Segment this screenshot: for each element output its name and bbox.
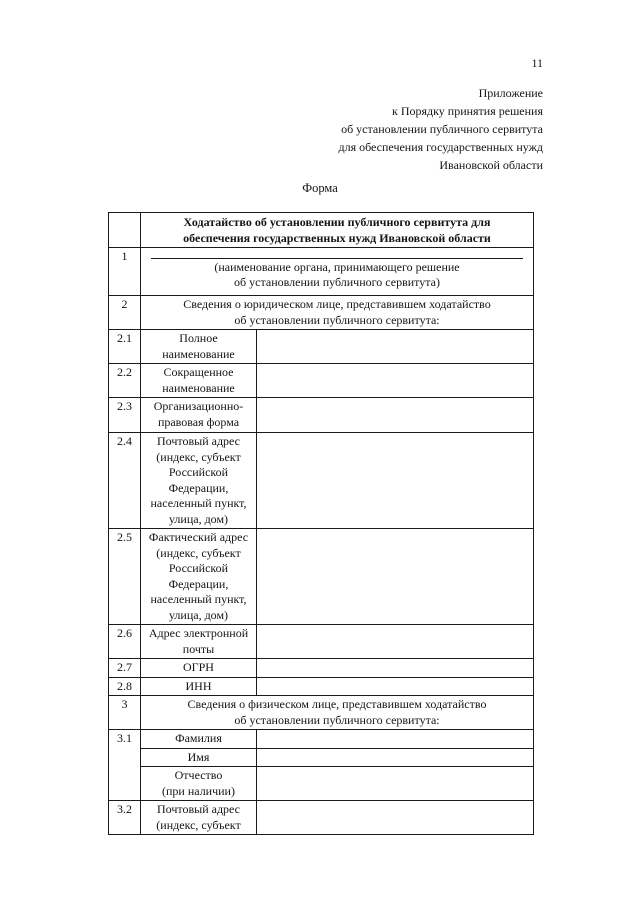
field-label-line: ОГРН: [183, 660, 214, 674]
field-label: [141, 677, 257, 696]
table-row: [109, 529, 534, 625]
field-label-line: населенный пункт,: [150, 592, 247, 606]
row-number: 2.7: [109, 659, 141, 678]
field-label-line: Имя: [187, 749, 210, 764]
authority-name-line[interactable]: [151, 249, 523, 259]
field-label: [141, 730, 257, 749]
field-label-line: Российской: [168, 465, 229, 479]
field-label-line: Адрес электронной: [148, 626, 249, 640]
header-num-cell: [109, 213, 141, 248]
petition-form-table: [108, 212, 534, 835]
table-row: [109, 398, 534, 433]
field-label-line: Федерации,: [168, 576, 229, 591]
short-name-field[interactable]: [257, 364, 534, 398]
table-header-row: [109, 213, 534, 248]
section-heading-line: Сведения о физическом лице, представившем ходатайство: [187, 697, 487, 711]
inn-field[interactable]: [257, 677, 534, 696]
actual-address-field[interactable]: [257, 529, 534, 625]
field-label-line: (индекс, субъект: [156, 545, 241, 560]
field-label: [141, 625, 257, 659]
field-label-line: наименование: [162, 380, 235, 395]
field-label-line: Федерации,: [168, 480, 229, 495]
row-number: 2.6: [109, 625, 141, 659]
field-label-line: Фамилия: [175, 731, 222, 745]
table-row: [109, 625, 534, 659]
table-row: [109, 748, 534, 767]
field-label-line: улица, дом): [168, 511, 229, 526]
surname-field[interactable]: [257, 730, 534, 749]
authority-name-field[interactable]: [141, 248, 534, 296]
field-label-line: правовая форма: [157, 414, 240, 429]
table-row: [109, 696, 534, 730]
field-label-line: (индекс, субъект: [156, 449, 241, 464]
field-label-line: Фактический адрес: [148, 530, 249, 544]
individual-postal-address-field[interactable]: [257, 801, 534, 835]
field-label-line: Организационно-: [153, 399, 244, 413]
row-number: 2.4: [109, 433, 141, 529]
field-label: [141, 748, 257, 767]
field-label: [141, 801, 257, 835]
appendix-line: об установлении публичного сервитута: [341, 122, 543, 136]
table-row: [109, 296, 534, 330]
row-number: 2: [109, 296, 141, 330]
table-row: [109, 433, 534, 529]
field-label-line: Отчество: [174, 768, 223, 782]
table-row: [109, 730, 534, 749]
full-name-field[interactable]: [257, 330, 534, 364]
email-field[interactable]: [257, 625, 534, 659]
form-title-line: Ходатайство об установлении публичного сервитута для: [183, 215, 491, 229]
form-title-line: обеспечения государственных нужд Ивановской области: [183, 231, 491, 245]
field-label-line: Полное: [179, 331, 218, 345]
field-label-line: Почтовый адрес: [156, 802, 240, 816]
patronymic-field[interactable]: [257, 767, 534, 801]
form-title: [141, 213, 534, 248]
field-caption: (наименование органа, принимающего решение: [214, 260, 460, 274]
postal-address-field[interactable]: [257, 433, 534, 529]
row-number: 3.2: [109, 801, 141, 835]
table-row: [109, 364, 534, 398]
row-number: 2.8: [109, 677, 141, 696]
table-row: [109, 767, 534, 801]
field-label: [141, 364, 257, 398]
field-label: [141, 767, 257, 801]
appendix-line: к Порядку принятия решения: [391, 104, 543, 118]
appendix-line: Приложение: [478, 86, 543, 100]
appendix-header: [183, 84, 543, 174]
page-number: 11: [531, 56, 543, 70]
row-number: 2.1: [109, 330, 141, 364]
row-number: 3: [109, 696, 141, 730]
table-row: [109, 659, 534, 678]
form-label: Форма: [302, 181, 338, 195]
field-label-line: населенный пункт,: [150, 496, 247, 510]
section-heading-line: об установлении публичного сервитута:: [234, 712, 440, 727]
table-row: [109, 330, 534, 364]
ogrn-field[interactable]: [257, 659, 534, 678]
field-label-line: наименование: [162, 346, 235, 361]
field-label-line: улица, дом): [168, 607, 229, 622]
section-heading-line: об установлении публичного сервитута:: [234, 312, 440, 327]
field-label-line: почты: [182, 641, 215, 656]
field-label-line: (индекс, субъект: [156, 817, 241, 832]
row-number: 3.1: [109, 730, 141, 801]
field-label: [141, 659, 257, 678]
table-row: [109, 801, 534, 835]
section-heading: [141, 296, 534, 330]
section-heading: [141, 696, 534, 730]
field-label-line: (при наличии): [162, 783, 235, 798]
field-label: [141, 330, 257, 364]
appendix-line: для обеспечения государственных нужд: [338, 140, 543, 154]
row-number: 2.2: [109, 364, 141, 398]
first-name-field[interactable]: [257, 748, 534, 767]
appendix-line: Ивановской области: [439, 158, 543, 172]
row-number: 1: [109, 248, 141, 296]
field-label-line: Сокращенное: [163, 365, 234, 379]
field-label-line: Почтовый адрес: [156, 434, 240, 448]
field-label-line: ИНН: [185, 678, 212, 693]
field-label: [141, 529, 257, 625]
field-caption: об установлении публичного сервитута): [234, 275, 440, 289]
field-label-line: Российской: [168, 561, 229, 575]
legal-form-field[interactable]: [257, 398, 534, 433]
table-row: [109, 248, 534, 296]
field-label: [141, 433, 257, 529]
field-label: [141, 398, 257, 433]
table-row: [109, 677, 534, 696]
row-number: 2.3: [109, 398, 141, 433]
section-heading-line: Сведения о юридическом лице, представившем ходатайство: [183, 297, 491, 311]
row-number: 2.5: [109, 529, 141, 625]
